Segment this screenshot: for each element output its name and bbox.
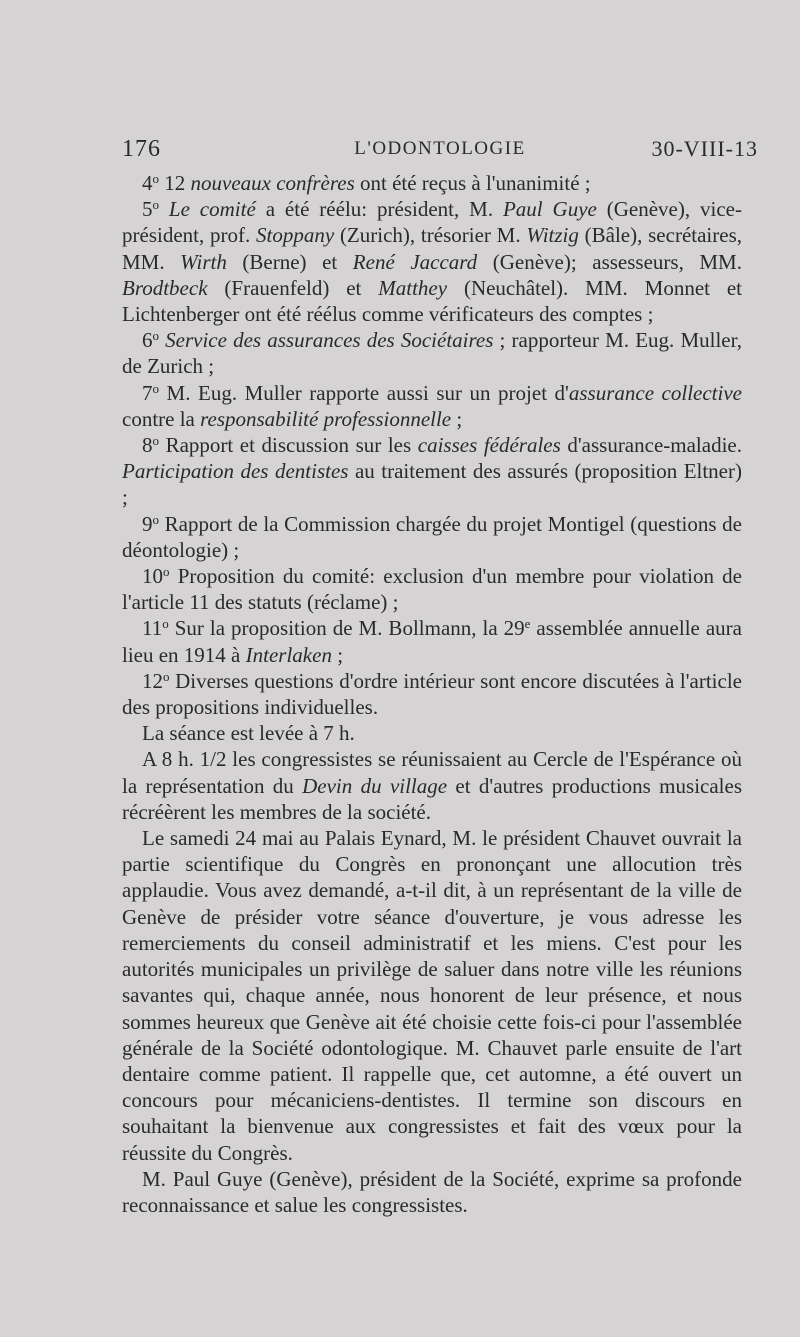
text-run: d'assurance-maladie. (560, 433, 742, 458)
text-run: Diverses questions d'ordre intérieur sont encore discutées à l'article des propositions individuelles. (122, 668, 742, 720)
body-text (122, 170, 742, 1218)
text-run: (Neuchâtel). MM. Monnet et Lichtenberger ont été réélus comme vérificateurs des comptes ; (122, 275, 743, 327)
paragraph (122, 511, 742, 563)
italic-text: Matthey (378, 275, 448, 300)
text-run: assemblée annuelle aura lieu en 1914 à (122, 616, 742, 667)
text-run: (Zurich), trésorier M. (334, 223, 527, 248)
text-run: a été réélu: président, M. (255, 197, 503, 222)
paragraph (122, 432, 742, 511)
text-run: 12 (142, 668, 163, 693)
text-run: La séance est levée à 7 h. (142, 721, 355, 746)
superscript: o (152, 433, 159, 449)
text-run: (Genève); assesseurs, MM. (477, 249, 742, 274)
italic-text: Interlaken (245, 642, 332, 667)
text-run: 6 (142, 328, 153, 353)
italic-text: Paul Guye (502, 197, 597, 222)
superscript: o (162, 616, 169, 632)
running-header (122, 136, 758, 166)
superscript: o (152, 197, 159, 213)
superscript: o (152, 511, 159, 527)
italic-text: responsabilité professionnelle (200, 406, 452, 431)
paragraph (122, 1166, 742, 1218)
text-run: Sur la proposition de M. Bollmann, la 29 (168, 616, 525, 641)
text-run: A 8 h. 1/2 les congressistes se réunissaient au Cercle de l'Espérance où la représentation du (122, 747, 742, 798)
italic-text: assurance collective (568, 380, 742, 405)
text-run: ; rapporteur M. Eug. Muller, de Zurich ; (122, 328, 743, 379)
text-run: Proposition du comité: exclusion d'un membre pour violation de l'article 11 des statuts (réclame) ; (122, 564, 742, 615)
paragraph (122, 196, 742, 327)
italic-text: Devin du village (302, 773, 448, 798)
italic-text: Witzig (526, 223, 579, 248)
italic-text: caisses fédérales (417, 433, 561, 458)
text-run: et d'autres productions musicales récréèrent les membres de la société. (122, 773, 742, 824)
text-run: 5 (142, 197, 153, 222)
text-run: (Berne) et (226, 249, 353, 274)
superscript: o (152, 328, 159, 344)
text-run: 7 (142, 380, 153, 405)
text-run: ; (331, 642, 344, 667)
text-run: ont été reçus à l'unanimité ; (354, 171, 591, 195)
text-run: Le samedi 24 mai au Palais Eynard, M. le président Chauvet ouvrait la partie scientifique du Congrès en prononçant une allocution très applaudie. Vous avez demandé, a-t-il dit, à un représentant de la ville de Genève de présider votre séance d'ouverture, je vous adresse les remerciements du conseil administratif et les miens. C'est pour les autorités municipales un privilège de saluer dans notre ville les réunions savantes qui, chaque année, nous honorent de leur présence, et nous sommes heureux que Genève ait été choisie cette fois-ci pour l'assemblée générale de la Société odontologique. M. Chauvet parle ensuite de l'art dentaire comme patient. Il rappelle que, cet automne, a été ouvert un concours pour mécaniciens-dentistes. Il termine son discours en souhaitant la bienvenue aux congressistes et fait des vœux pour la réussite du Congrès. (122, 826, 742, 1165)
text-run: 10 (142, 564, 163, 589)
text-run: M. Eug. Muller rapporte aussi sur un projet d' (159, 380, 569, 405)
paragraph (122, 746, 742, 825)
text-run: 11 (142, 616, 163, 641)
paragraph (122, 563, 742, 615)
issue-date: 30-VIII-13 (651, 136, 758, 161)
text-run: (Genève), vice-président, prof. (122, 197, 742, 248)
text-run: au traitement des assurés (proposition Eltner) ; (122, 459, 742, 510)
paragraph (122, 380, 742, 432)
paragraph (122, 327, 742, 379)
italic-text: René Jaccard (352, 249, 478, 274)
superscript: o (163, 668, 170, 684)
text-run (159, 197, 169, 221)
text-run: Rapport de la Commission chargée du projet Montigel (questions de déontologie) ; (122, 511, 742, 562)
italic-text: Wirth (180, 249, 227, 274)
text-run: (Bâle), secrétaires, MM. (122, 223, 742, 274)
text-run: 12 (159, 171, 191, 195)
text-run: contre la (122, 406, 201, 431)
superscript: o (152, 171, 159, 186)
text-run: 9 (142, 511, 153, 536)
paragraph (122, 668, 742, 720)
superscript: e (524, 616, 531, 632)
italic-text: Participation des dentistes (122, 459, 349, 484)
text-run: 4 (142, 171, 153, 195)
paragraph (122, 615, 742, 667)
italic-text: Le comité (168, 197, 256, 222)
italic-text: Service des assurances des Sociétaires (165, 328, 494, 353)
superscript: o (163, 564, 170, 580)
italic-text: nouveaux confrères (190, 171, 355, 195)
paragraph (122, 720, 742, 746)
italic-text: Stoppany (256, 223, 335, 248)
page-number: 176 (122, 136, 161, 162)
text-run: 8 (142, 433, 153, 458)
text-run: Rapport et discussion sur les (159, 433, 418, 458)
paragraph (122, 825, 742, 1166)
text-run: ; (451, 406, 463, 431)
journal-title: L'ODONTOLOGIE (354, 138, 526, 159)
text-run: (Frauenfeld) et (207, 275, 379, 300)
italic-text: Brodtbeck (122, 275, 208, 300)
superscript: o (152, 380, 159, 396)
text-run: M. Paul Guye (Genève), président de la Société, exprime sa profonde reconnaissance et salue les congressistes. (122, 1166, 742, 1217)
paragraph (122, 170, 742, 196)
